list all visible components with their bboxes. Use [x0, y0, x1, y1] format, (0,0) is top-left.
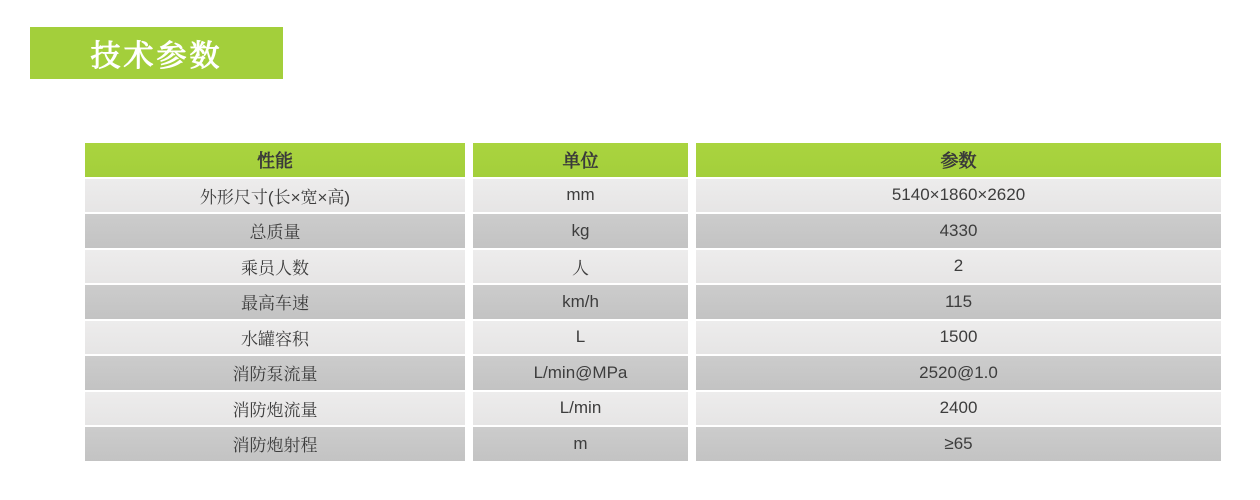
- param-name-cell: 消防炮射程: [85, 427, 465, 461]
- value-cell: 115: [696, 285, 1221, 319]
- param-name-cell: 水罐容积: [85, 321, 465, 355]
- value-cell: 2400: [696, 392, 1221, 426]
- param-name-cell: 乘员人数: [85, 250, 465, 284]
- unit-cell: km/h: [473, 285, 688, 319]
- column-header-parameter: 参数: [696, 143, 1221, 177]
- unit-cell: L: [473, 321, 688, 355]
- value-cell: 5140×1860×2620: [696, 179, 1221, 213]
- unit-cell: mm: [473, 179, 688, 213]
- section-title-block: [30, 27, 283, 79]
- value-cell: 4330: [696, 214, 1221, 248]
- value-cell: 2: [696, 250, 1221, 284]
- param-name-cell: 最高车速: [85, 285, 465, 319]
- value-cell: 2520@1.0: [696, 356, 1221, 390]
- param-name-cell: 外形尺寸(长×宽×高): [85, 179, 465, 213]
- param-name-cell: 消防泵流量: [85, 356, 465, 390]
- unit-cell: kg: [473, 214, 688, 248]
- value-cell: 1500: [696, 321, 1221, 355]
- unit-cell: L/min@MPa: [473, 356, 688, 390]
- unit-cell: L/min: [473, 392, 688, 426]
- unit-cell: 人: [473, 250, 688, 284]
- column-header-performance: 性能: [85, 143, 465, 177]
- param-name-cell: 总质量: [85, 214, 465, 248]
- unit-cell: m: [473, 427, 688, 461]
- param-name-cell: 消防炮流量: [85, 392, 465, 426]
- column-header-unit: 单位: [473, 143, 688, 177]
- spec-table: [85, 143, 1221, 461]
- section-title: 技术参数: [90, 40, 223, 73]
- value-cell: ≥65: [696, 427, 1221, 461]
